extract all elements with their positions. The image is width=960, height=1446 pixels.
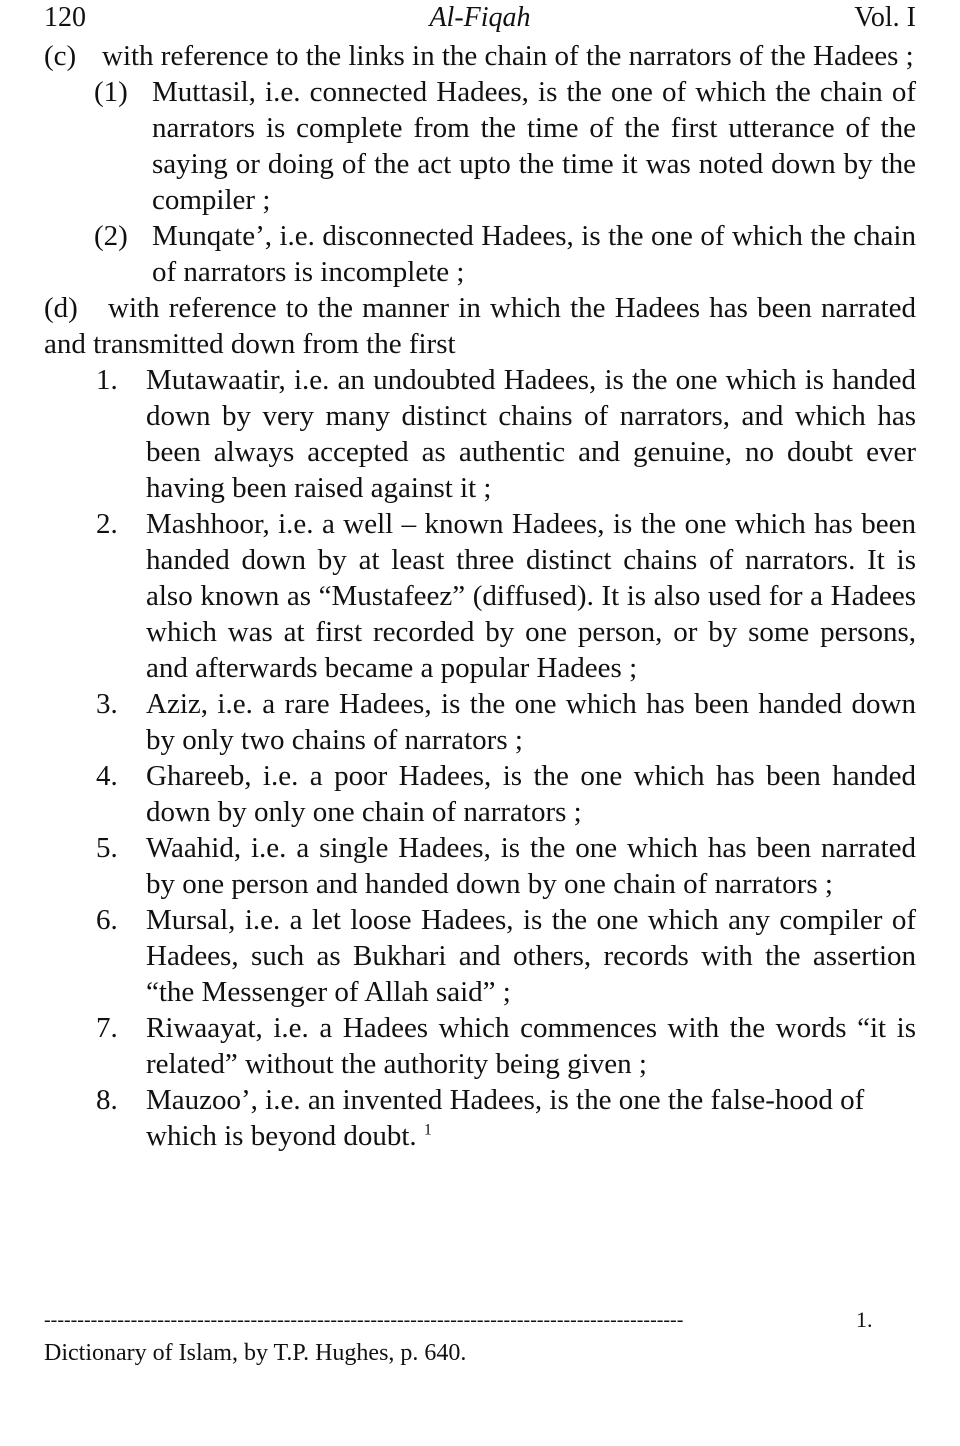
section-d [44,290,916,362]
list-item-text: Munqate’, i.e. disconnected Hadees, is the one of which the chain of narrators is incomplete ; [152,220,916,288]
section-c-intro: with reference to the links in the chain of the narrators of the Hadees ; [102,40,914,72]
list-item-text: Waahid, i.e. a single Hadees, is the one which has been narrated by one person and handed down by one chain of narrators ; [146,832,916,900]
list-item-label: 3. [96,688,118,720]
list-item [44,362,916,506]
running-title: Al-Fiqah [429,2,531,33]
list-item [44,686,916,758]
section-c-label: (c) [44,40,77,72]
list-item [44,830,916,902]
list-item-text: Aziz, i.e. a rare Hadees, is the one which has been handed down by only two chains of narrators ; [146,688,916,756]
list-item-label: 6. [96,904,118,936]
page-body [44,38,916,1154]
list-item-label: 4. [96,760,118,792]
list-item [44,218,916,290]
list-item-text: Riwaayat, i.e. a Hadees which commences with the words “it is related” without the authority being given ; [146,1012,916,1080]
list-item-label: 7. [96,1012,118,1044]
footnote-divider: ------------------------------------------------------------------------------------------------ [44,1309,684,1331]
list-item [44,1082,916,1154]
list-item-label: 5. [96,832,118,864]
section-d-intro: with reference to the manner in which the Hadees has been narrated and transmitted down from the first [44,292,916,360]
list-item-label: 2. [96,508,118,540]
list-item [44,902,916,1010]
page-header [44,2,916,38]
list-item-text: Mashhoor, i.e. a well – known Hadees, is the one which has been handed down by at least three distinct chains of narrators. It is also known as “Mustafeez” (diffused). It is also used for a Hadees which was at first recorded by one person, or by some persons, and afterwards became a popular Hadees ; [146,508,916,684]
list-item-label: (1) [94,76,128,108]
list-item-text: Ghareeb, i.e. a poor Hadees, is the one which has been handed down by only one chain of narrators ; [146,760,916,828]
list-item-label: 8. [96,1084,118,1116]
list-item-label: 1. [96,364,118,396]
list-item [44,1010,916,1082]
page-number: 120 [44,2,86,33]
list-item-text: Mursal, i.e. a let loose Hadees, is the one which any compiler of Hadees, such as Bukhari and others, records with the assertion “the Messenger of Allah said” ; [146,904,916,1008]
footnote-number: 1. [856,1307,873,1332]
section-d-label: (d) [44,292,78,324]
footnote-reference[interactable]: 1 [423,1121,432,1139]
list-item [44,758,916,830]
list-item-text: Muttasil, i.e. connected Hadees, is the one of which the chain of narrators is complete from the time of the first utterance of the saying or doing of the act upto the time it was noted down by the compiler ; [152,76,916,216]
volume-label: Vol. I [854,2,916,33]
footnote-text: Dictionary of Islam, by T.P. Hughes, p. 640. [44,1340,467,1366]
list-item [44,74,916,218]
list-item [44,506,916,686]
list-item-text: Mauzoo’, i.e. an invented Hadees, is the one the false-hood of which is beyond doubt. [146,1084,865,1152]
list-item-text: Mutawaatir, i.e. an undoubted Hadees, is the one which is handed down by very many distinct chains of narrators, and which has been always accepted as authentic and genuine, no doubt ever having been raised against it ; [146,364,916,504]
list-item-label: (2) [94,220,128,252]
section-c [44,38,916,74]
